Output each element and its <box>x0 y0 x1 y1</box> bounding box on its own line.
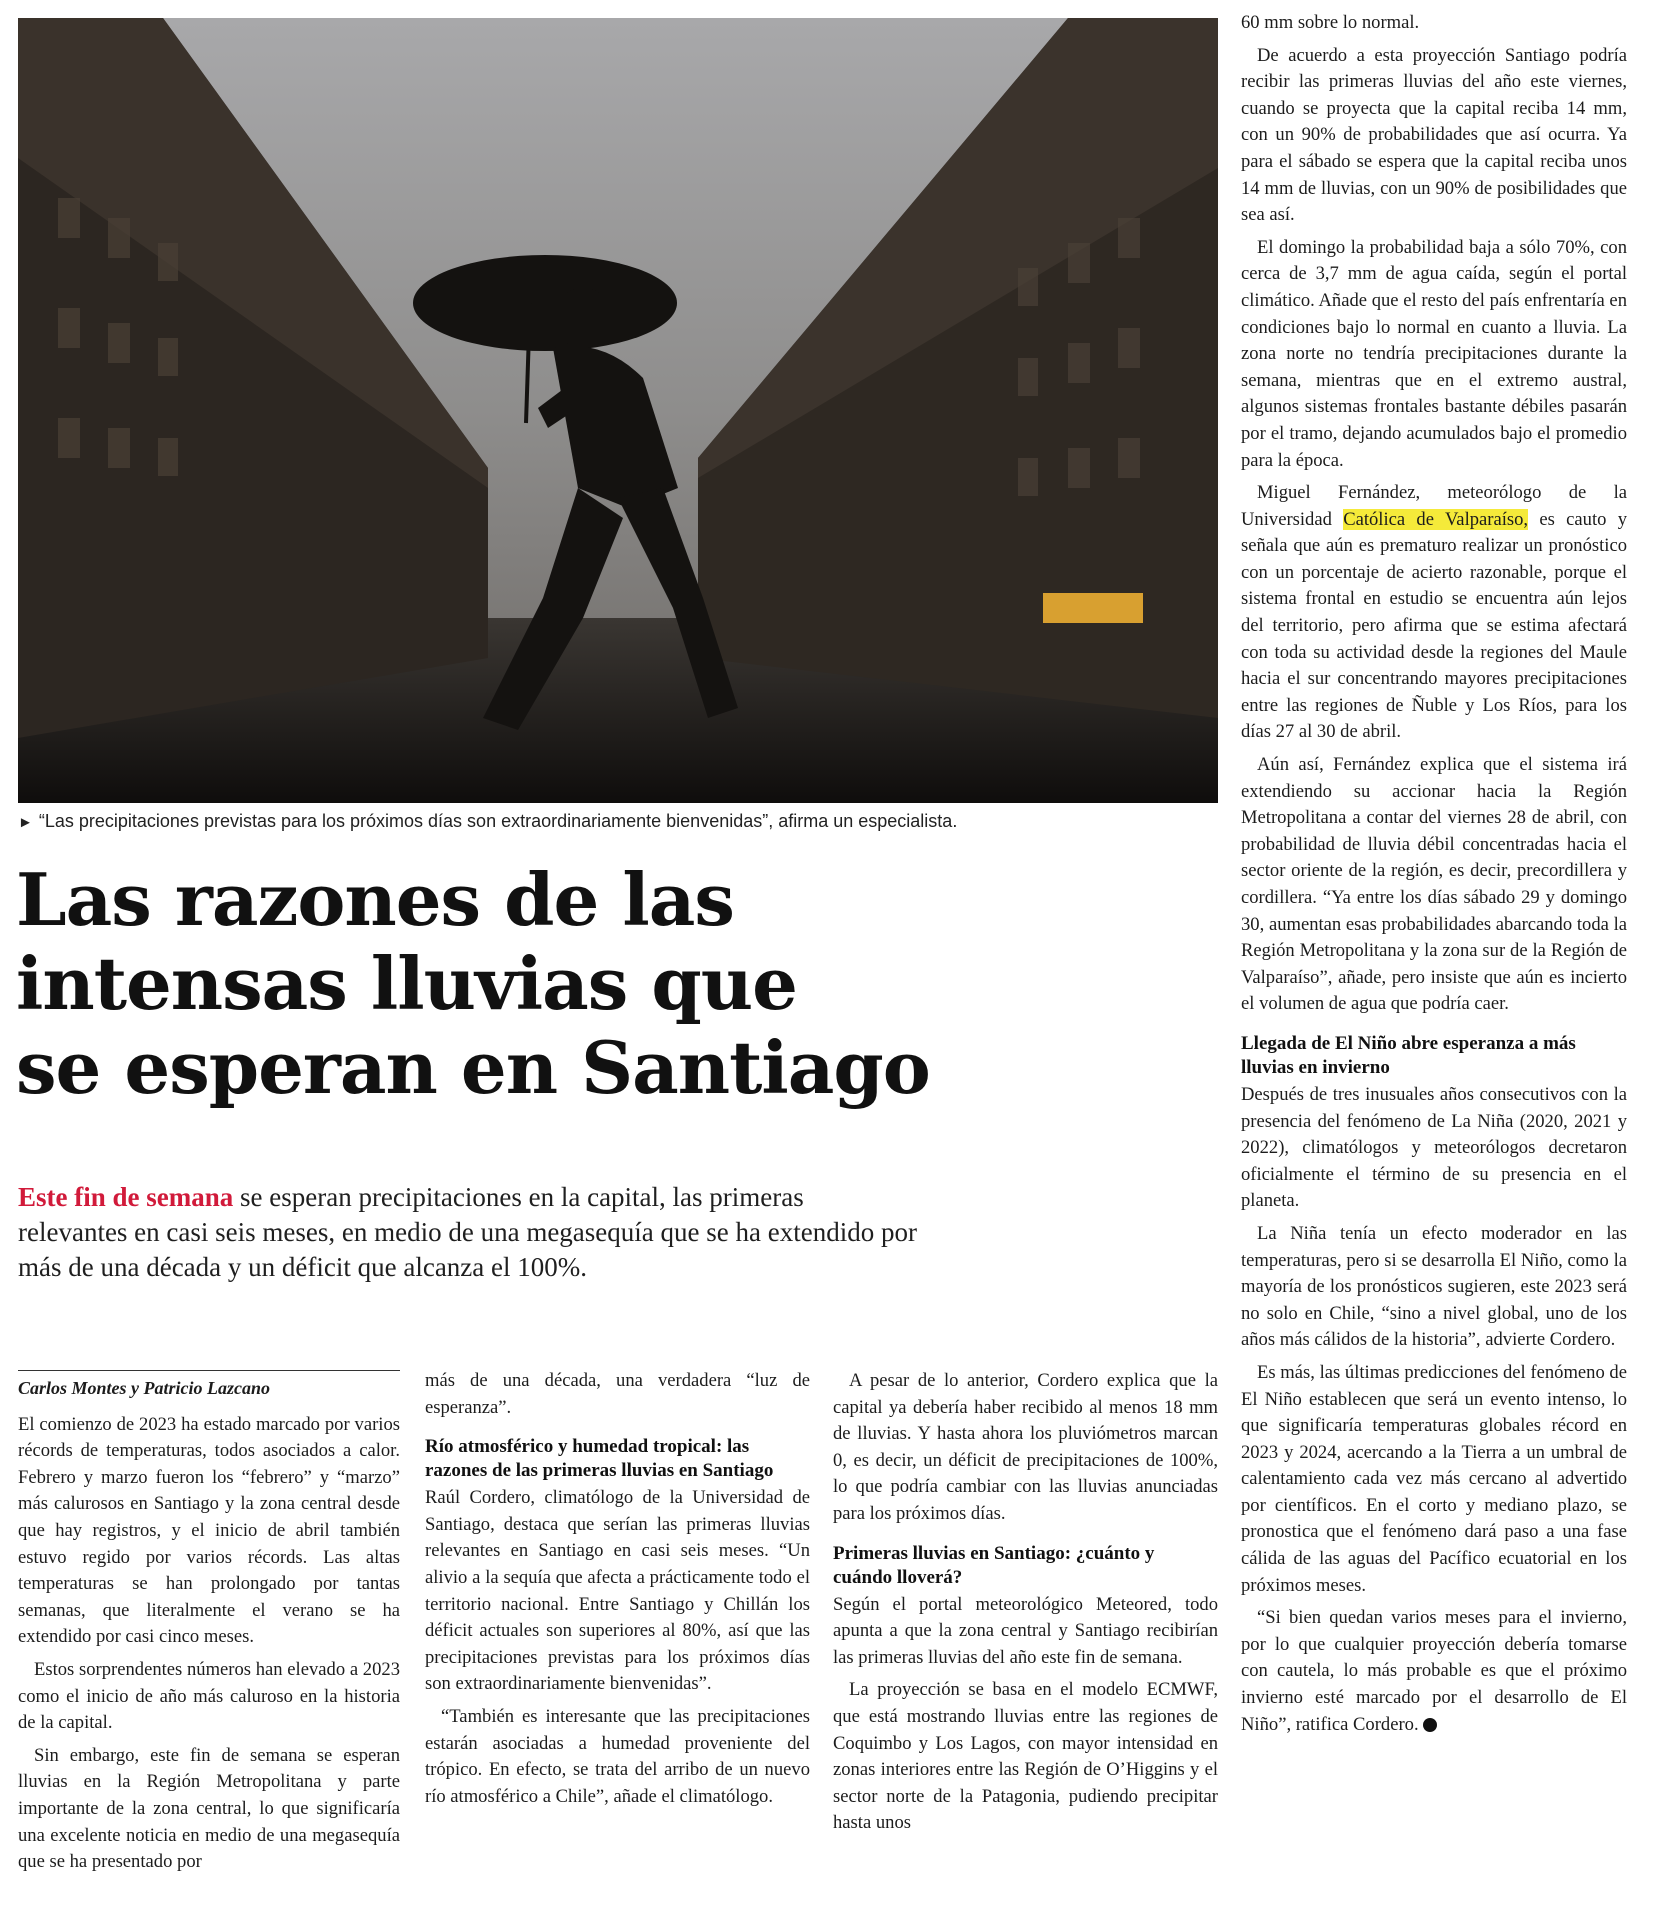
headline-line-1: Las razones de las <box>16 857 734 942</box>
subheading-el-nino: Llegada de El Niño abre esperanza a más lluvias en invierno <box>1241 1032 1576 1078</box>
paragraph: más de una década, una verdadera “luz de esperanza”. <box>425 1370 810 1418</box>
paragraph: El domingo la probabilidad baja a sólo 70%, con cerca de 3,7 mm de agua caída, según el portal climático. Añade que el resto del país enfrentaría en condiciones bajo lo normal en cuanto a lluvia. La zona norte no tendría precipitaciones durante la semana, mientras que en el extremo austral, algunos sistemas frontales bastante débiles pasarán por el tramo, dejando acumulados bajo el promedio para la época. <box>1241 236 1627 471</box>
article-column-4 <box>1241 10 1627 1744</box>
paragraph: De acuerdo a esta proyección Santiago podría recibir las primeras lluvias del año este viernes, cuando se proyecta que la capital reciba 14 mm, con un 90% de probabilidades que así ocurra. Ya para el sábado se espera que la capital reciba unos 14 mm de lluvias, con un 90% de posibilidades que sea así. <box>1241 44 1627 226</box>
paragraph: La proyección se basa en el modelo ECMWF, que está mostrando lluvias entre las regiones de Coquimbo y Los Lagos, con mayor intensidad en zonas interiores entre las Región de O’Higgins y el sector norte de la Patagonia, pudiendo precipitar hasta unos <box>833 1679 1218 1834</box>
end-of-article-icon <box>1423 1718 1437 1732</box>
lead-paragraph <box>18 1180 918 1285</box>
paragraph-text: Miguel Fernández, meteorólogo de la Universidad <box>1241 482 1627 530</box>
paragraph <box>1241 1605 1627 1738</box>
lead-highlight: Este fin de semana <box>18 1182 234 1212</box>
paragraph: Aún así, Fernández explica que el sistema irá extendiendo su accionar hacia la Región Metropolitana a contar del viernes 28 de abril, con probabilidad de lluvia débil concentradas hacia el sector oriente de la región, es decir, precordillera y cordillera. “Ya entre los días sábado 29 y domingo 30, aumentan esas probabilidades abarcando toda la Región Metropolitana y la zona sur de la Región de Valparaíso”, añade, pero insiste que aún es incierto el volumen de agua que podría caer. <box>1241 754 1627 1015</box>
paragraph <box>1241 480 1627 746</box>
caption-text: “Las precipitaciones previstas para los próximos días son extraordinariamente bienvenidas”, afirma un especialista. <box>38 811 958 831</box>
paragraph: Después de tres inusuales años consecutivos con la presencia del fenómeno de La Niña (2020, 2021 y 2022), climatólogos y meteorólogos decretaron oficialmente el término de su presencia en el planeta. <box>1241 1083 1627 1212</box>
paragraph: Sin embargo, este fin de semana se esperan lluvias en la Región Metropolitana y parte importante de la zona central, lo que significaría una excelente noticia en medio de una megasequía que se ha presentado por <box>18 1744 400 1873</box>
subheading-rio-atmosferico: Río atmosférico y humedad tropical: las razones de las primeras lluvias en Santiago <box>425 1436 774 1482</box>
paragraph-text: “Si bien quedan varios meses para el invierno, por lo que cualquier proyección debería tomarse con cautela, lo más probable es que el próximo invierno esté marcado por el desarrollo de El Niño”, ratifica Cordero. <box>1241 1607 1627 1735</box>
lead-text: se esperan precipitaciones en la capital, las primeras relevantes en casi seis meses, en medio de una megasequía que se ha extendido por más de una década y un déficit que alcanza el 100%. <box>18 1182 917 1282</box>
article-column-2 <box>425 1368 810 1816</box>
caption-arrow-icon: ► <box>18 814 33 831</box>
paragraph-text: es cauto y señala que aún es prematuro realizar un pronóstico con un porcentaje de acierto razonable, porque el sistema frontal en estudio se encuentra aún lejos del territorio, pero afirma que se estima afectará con toda su actividad desde la regiones del Maule hacia el sur concentrando mayores precipitaciones entre las regiones de Ñuble y Los Ríos, para los días 27 al 30 de abril. <box>1241 508 1628 743</box>
article-column-1 <box>18 1370 400 1882</box>
paragraph: El comienzo de 2023 ha estado marcado por varios récords de temperaturas, todos asociados a calor. Febrero y marzo fueron los “febrero” y “marzo” más calurosos en Santiago y la zona central desde que hay registros, y el inicio de abril también estuvo regido por varios récords. Las altas temperaturas se han prolongado por tantas semanas, que literalmente el verano se ha extendido por casi cinco meses. <box>18 1413 400 1648</box>
article-column-3 <box>833 1368 1218 1843</box>
highlighted-text: Católica de Valparaíso, <box>1343 508 1529 530</box>
headline-line-3: se esperan en Santiago <box>16 1025 930 1110</box>
paragraph: Raúl Cordero, climatólogo de la Universidad de Santiago, destaca que serían las primeras lluvias relevantes en Santiago en casi seis meses. “Un alivio a la sequía que afecta a prácticamente todo el territorio nacional. Entre Santiago y Chillán los déficit actuales son superiores al 80%, así que las precipitaciones previstas para los próximos días son extraordinariamente bienvenidas”. <box>425 1487 810 1695</box>
paragraph: Es más, las últimas predicciones del fenómeno de El Niño establecen que será un evento intenso, lo que significaría temperaturas globales récord en 2023 y 2024, acercando a la Tierra a un umbral de calentamiento cada vez más cercano al advertido por científicos. En el corto y mediano plazo, se pronostica que el fenómeno dará paso a una fase cálida de las aguas del Pacífico ecuatorial en los próximos meses. <box>1241 1361 1627 1596</box>
paragraph: “También es interesante que las precipitaciones estarán asociadas a humedad proveniente del trópico. En efecto, se trata del arribo de un nuevo río atmosférico a Chile”, añade el climatólogo. <box>425 1705 810 1807</box>
headline <box>16 857 930 1110</box>
paragraph: Según el portal meteorológico Meteored, todo apunta a que la zona central y Santiago recibirían las primeras lluvias del año este fin de semana. <box>833 1593 1218 1668</box>
paragraph: 60 mm sobre lo normal. <box>1241 12 1420 33</box>
article-photo <box>18 18 1218 803</box>
paragraph: A pesar de lo anterior, Cordero explica que la capital ya debería haber recibido al menos 18 mm de lluvias. Y hasta ahora los pluviómetros marcan 0, es decir, un déficit de precipitaciones de 100%, lo que podría cambiar con las lluvias anunciadas para los próximos días. <box>833 1370 1218 1524</box>
paragraph: La Niña tenía un efecto moderador en las temperaturas, pero si se desarrolla El Niño, como la mayoría de los pronósticos sugieren, este 2023 será no solo en Chile, “sino a nivel global, uno de los años más cálidos de la historia”, advierte Cordero. <box>1241 1222 1627 1351</box>
paragraph: Estos sorprendentes números han elevado a 2023 como el inicio de año más caluroso en la historia de la capital. <box>18 1658 400 1734</box>
rainy-street-illustration <box>18 18 1218 803</box>
byline: Carlos Montes y Patricio Lazcano <box>18 1370 400 1402</box>
subheading-primeras-lluvias: Primeras lluvias en Santiago: ¿cuánto y cuándo lloverá? <box>833 1542 1155 1588</box>
photo-caption <box>18 811 1218 832</box>
headline-line-2: intensas lluvias que <box>16 941 797 1026</box>
